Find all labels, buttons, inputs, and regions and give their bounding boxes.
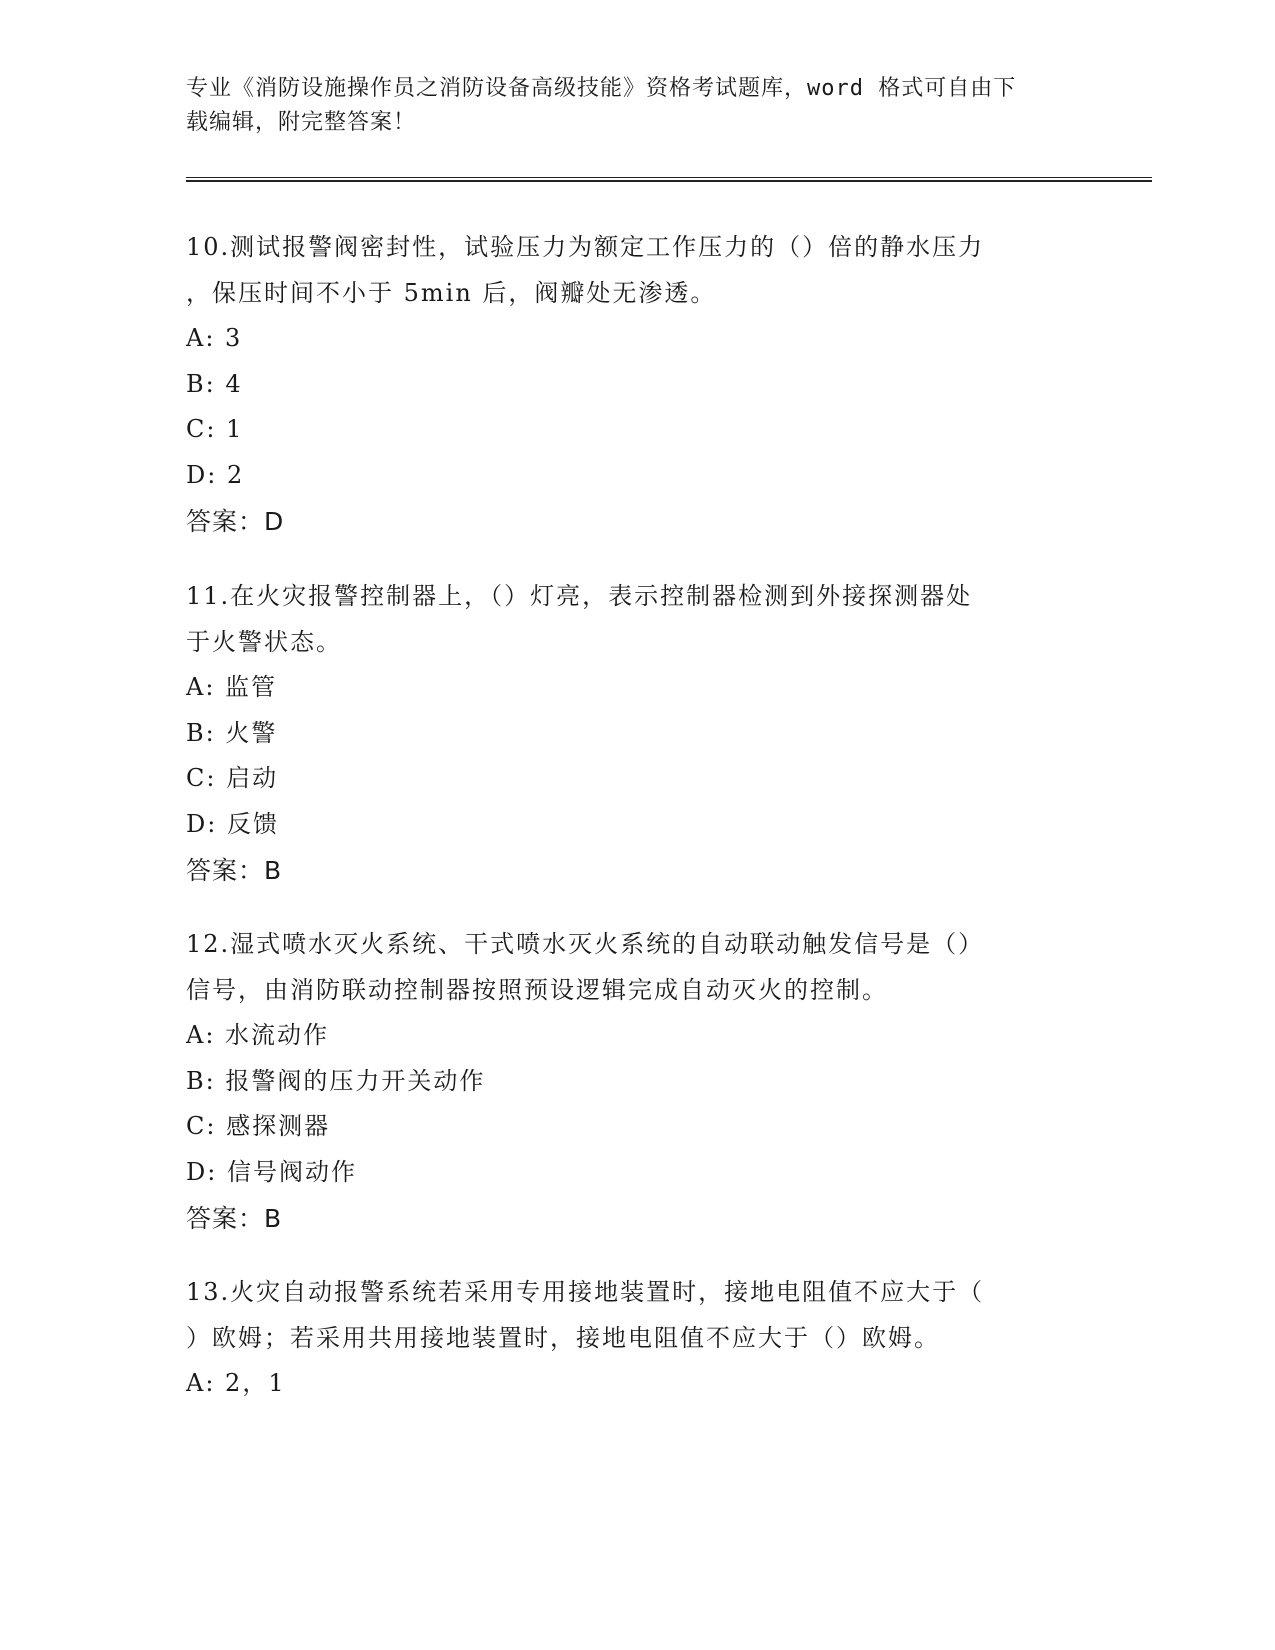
question-stem-line-2: ）欧姆；若采用共用接地装置时，接地电阻值不应大于（）欧姆。	[186, 1324, 940, 1352]
header-line-2: 载编辑，附完整答案！	[186, 110, 417, 135]
question-stem-line-1: 13.火灾自动报警系统若采用专用接地装置时，接地电阻值不应大于（	[186, 1278, 985, 1306]
answer: 答案：B	[186, 856, 283, 885]
question-stem-line-2: 信号，由消防联动控制器按照预设逻辑完成自动灭火的控制。	[186, 976, 888, 1004]
header-divider	[186, 177, 1152, 182]
option-c: C: 感探测器	[186, 1112, 331, 1140]
header-line-1: 专业《消防设施操作员之消防设备高级技能》资格考试题库，word 格式可自由下	[186, 76, 1017, 101]
option-a: A: 3	[186, 324, 243, 352]
question-stem-line-1: 12.湿式喷水灭火系统、干式喷水灭火系统的自动联动触发信号是（）	[186, 930, 985, 958]
answer: 答案：D	[186, 507, 285, 536]
option-b: B: 4	[186, 369, 243, 398]
question-stem-line-2: 于火警状态。	[186, 628, 342, 656]
question-11	[186, 573, 1086, 895]
question-10	[186, 224, 1086, 546]
question-stem-line-1: 11.在火灾报警控制器上，（）灯亮，表示控制器检测到外接探测器处	[186, 582, 973, 610]
question-stem-line-2: ，保压时间不小于 5min 后，阀瓣处无渗透。	[186, 279, 717, 307]
question-13	[186, 1269, 1086, 1407]
option-b: B: 报警阀的压力开关动作	[186, 1066, 486, 1095]
option-b: B: 火警	[186, 718, 278, 747]
option-a: A: 2，1	[186, 1369, 286, 1397]
option-a: A: 监管	[186, 673, 278, 701]
option-c: C: 1	[186, 415, 244, 443]
question-stem-line-1: 10.测试报警阀密封性，试验压力为额定工作压力的（）倍的静水压力	[186, 233, 985, 261]
option-d: D: 2	[186, 460, 245, 489]
document-header	[186, 72, 1066, 140]
option-c: C: 启动	[186, 764, 279, 792]
option-d: D: 反馈	[186, 809, 279, 838]
option-d: D: 信号阀动作	[186, 1157, 357, 1186]
answer: 答案：B	[186, 1204, 283, 1233]
question-12	[186, 921, 1086, 1243]
option-a: A: 水流动作	[186, 1021, 330, 1049]
